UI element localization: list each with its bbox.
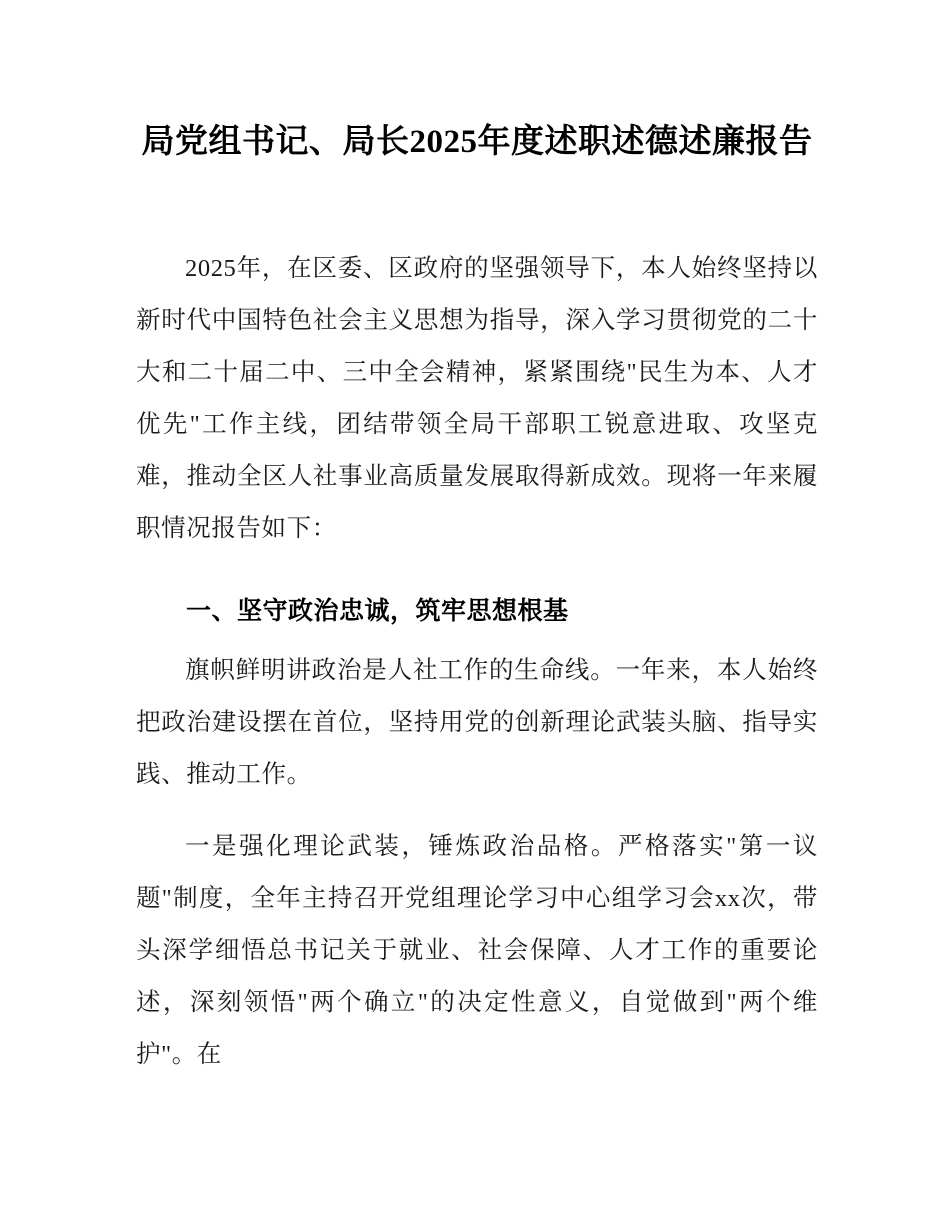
paragraph-opening: 2025年，在区委、区政府的坚强领导下，本人始终坚持以新时代中国特色社会主义思想为指导，深入学习贯彻党的二十大和二十届二中、三中全会精神，紧紧围绕"民生为本、人才优先"工作主线，团结带领全局干部职工锐意进取、攻坚克难，推动全区人社事业高质量发展取得新成效。现将一年来履职情况报告如下： — [136, 255, 818, 542]
page-title: 局党组书记、局长2025年度述职述德述廉报告 — [141, 124, 813, 160]
document-body — [136, 0, 818, 1081]
paragraph-section1-point1: 一是强化理论武装，锤炼政治品格。严格落实"第一议题"制度，全年主持召开党组理论学习中心组学习会xx次，带头深学细悟总书记关于就业、社会保障、人才工作的重要论述，深刻领悟"两个确立"的决定性意义，自觉做到"两个维护"。在 — [136, 833, 818, 1068]
paragraph-section1-intro: 旗帜鲜明讲政治是人社工作的生命线。一年来，本人始终把政治建设摆在首位，坚持用党的创新理论武装头脑、指导实践、推动工作。 — [136, 657, 818, 788]
section-heading-1: 一、坚守政治忠诚，筑牢思想根基 — [186, 597, 569, 625]
